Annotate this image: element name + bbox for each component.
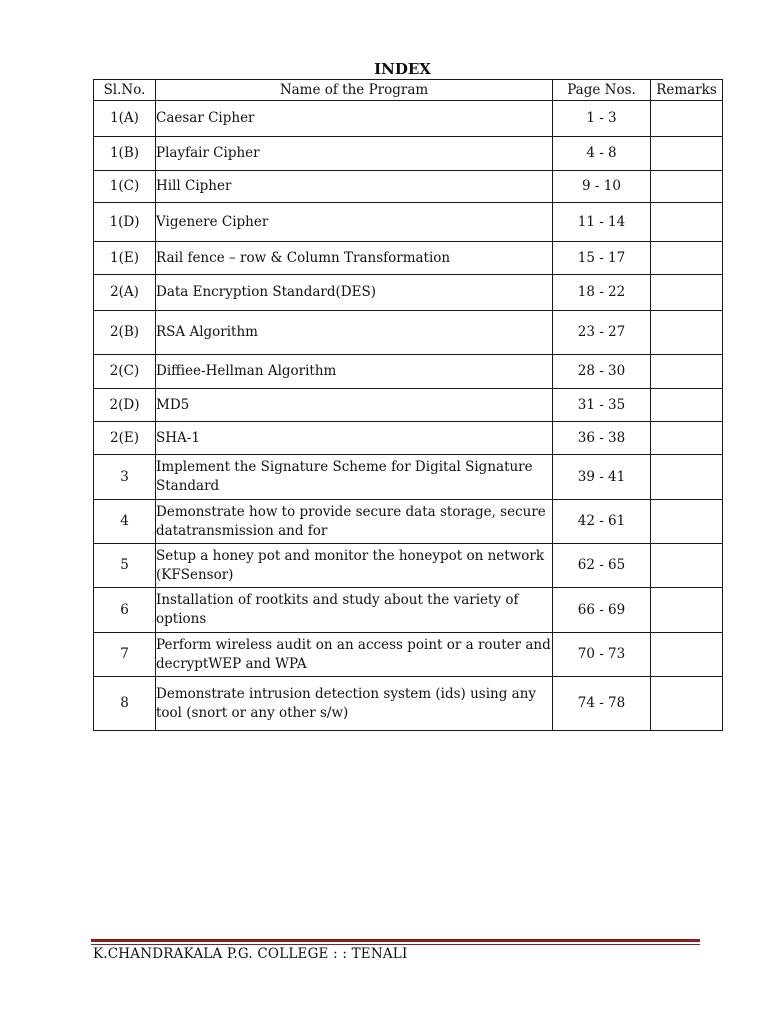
- page-nos-cell: 74 - 78: [553, 677, 651, 731]
- table-row: [94, 588, 723, 633]
- sl-no-cell: 2(A): [94, 275, 156, 311]
- program-name-cell: Implement the Signature Scheme for Digital Signature Standard: [156, 455, 553, 500]
- program-name-cell: SHA-1: [156, 422, 553, 455]
- remarks-cell: [651, 422, 723, 455]
- index-table: [93, 79, 723, 731]
- table-row: [94, 242, 723, 275]
- page-nos-cell: 18 - 22: [553, 275, 651, 311]
- page-nos-cell: 42 - 61: [553, 500, 651, 544]
- sl-no-cell: 1(B): [94, 137, 156, 171]
- footer-rule: [91, 939, 700, 942]
- table-header-row: [94, 80, 723, 101]
- remarks-cell: [651, 544, 723, 588]
- table-row: [94, 355, 723, 389]
- page-nos-cell: 1 - 3: [553, 101, 651, 137]
- program-name-cell: Perform wireless audit on an access point or a router and decryptWEP and WPA: [156, 633, 553, 677]
- page-nos-cell: 39 - 41: [553, 455, 651, 500]
- remarks-cell: [651, 633, 723, 677]
- table-row: [94, 137, 723, 171]
- remarks-cell: [651, 455, 723, 500]
- remarks-cell: [651, 677, 723, 731]
- program-name-cell: Setup a honey pot and monitor the honeypot on network (KFSensor): [156, 544, 553, 588]
- sl-no-cell: 1(D): [94, 203, 156, 242]
- program-name-cell: Caesar Cipher: [156, 101, 553, 137]
- program-name-cell: Hill Cipher: [156, 171, 553, 203]
- page-nos-cell: 28 - 30: [553, 355, 651, 389]
- table-row: [94, 544, 723, 588]
- footer-rule-thin: [91, 944, 700, 945]
- sl-no-cell: 7: [94, 633, 156, 677]
- remarks-cell: [651, 171, 723, 203]
- program-name-cell: Diffiee-Hellman Algorithm: [156, 355, 553, 389]
- program-name-cell: Vigenere Cipher: [156, 203, 553, 242]
- program-name-cell: Demonstrate how to provide secure data storage, secure datatransmission and for: [156, 500, 553, 544]
- remarks-cell: [651, 101, 723, 137]
- page-nos-cell: 36 - 38: [553, 422, 651, 455]
- sl-no-cell: 8: [94, 677, 156, 731]
- page-nos-cell: 11 - 14: [553, 203, 651, 242]
- program-name-cell: Demonstrate intrusion detection system (ids) using any tool (snort or any other s/w): [156, 677, 553, 731]
- table-row: [94, 171, 723, 203]
- remarks-cell: [651, 500, 723, 544]
- header-page-nos: Page Nos.: [553, 80, 651, 101]
- program-name-cell: Rail fence – row & Column Transformation: [156, 242, 553, 275]
- sl-no-cell: 6: [94, 588, 156, 633]
- sl-no-cell: 2(B): [94, 311, 156, 355]
- table-row: [94, 677, 723, 731]
- program-name-cell: Installation of rootkits and study about the variety of options: [156, 588, 553, 633]
- page-nos-cell: 70 - 73: [553, 633, 651, 677]
- program-name-cell: Data Encryption Standard(DES): [156, 275, 553, 311]
- table-row: [94, 633, 723, 677]
- table-row: [94, 311, 723, 355]
- page-nos-cell: 4 - 8: [553, 137, 651, 171]
- sl-no-cell: 2(C): [94, 355, 156, 389]
- header-sl-no: Sl.No.: [94, 80, 156, 101]
- sl-no-cell: 1(A): [94, 101, 156, 137]
- program-name-cell: RSA Algorithm: [156, 311, 553, 355]
- remarks-cell: [651, 203, 723, 242]
- table-row: [94, 101, 723, 137]
- footer-college-name: K.CHANDRAKALA P.G. COLLEGE : : TENALI: [93, 946, 408, 962]
- remarks-cell: [651, 275, 723, 311]
- sl-no-cell: 4: [94, 500, 156, 544]
- table-row: [94, 422, 723, 455]
- sl-no-cell: 1(C): [94, 171, 156, 203]
- remarks-cell: [651, 588, 723, 633]
- sl-no-cell: 3: [94, 455, 156, 500]
- table-row: [94, 275, 723, 311]
- page-nos-cell: 23 - 27: [553, 311, 651, 355]
- remarks-cell: [651, 389, 723, 422]
- header-remarks: Remarks: [651, 80, 723, 101]
- table-row: [94, 500, 723, 544]
- program-name-cell: MD5: [156, 389, 553, 422]
- sl-no-cell: 1(E): [94, 242, 156, 275]
- program-name-cell: Playfair Cipher: [156, 137, 553, 171]
- remarks-cell: [651, 137, 723, 171]
- sl-no-cell: 5: [94, 544, 156, 588]
- page-nos-cell: 66 - 69: [553, 588, 651, 633]
- page-nos-cell: 15 - 17: [553, 242, 651, 275]
- page-title: INDEX: [374, 60, 431, 78]
- page-nos-cell: 9 - 10: [553, 171, 651, 203]
- remarks-cell: [651, 242, 723, 275]
- remarks-cell: [651, 355, 723, 389]
- table-row: [94, 455, 723, 500]
- page-nos-cell: 62 - 65: [553, 544, 651, 588]
- remarks-cell: [651, 311, 723, 355]
- header-program-name: Name of the Program: [156, 80, 553, 101]
- table-row: [94, 203, 723, 242]
- sl-no-cell: 2(D): [94, 389, 156, 422]
- sl-no-cell: 2(E): [94, 422, 156, 455]
- page-nos-cell: 31 - 35: [553, 389, 651, 422]
- table-row: [94, 389, 723, 422]
